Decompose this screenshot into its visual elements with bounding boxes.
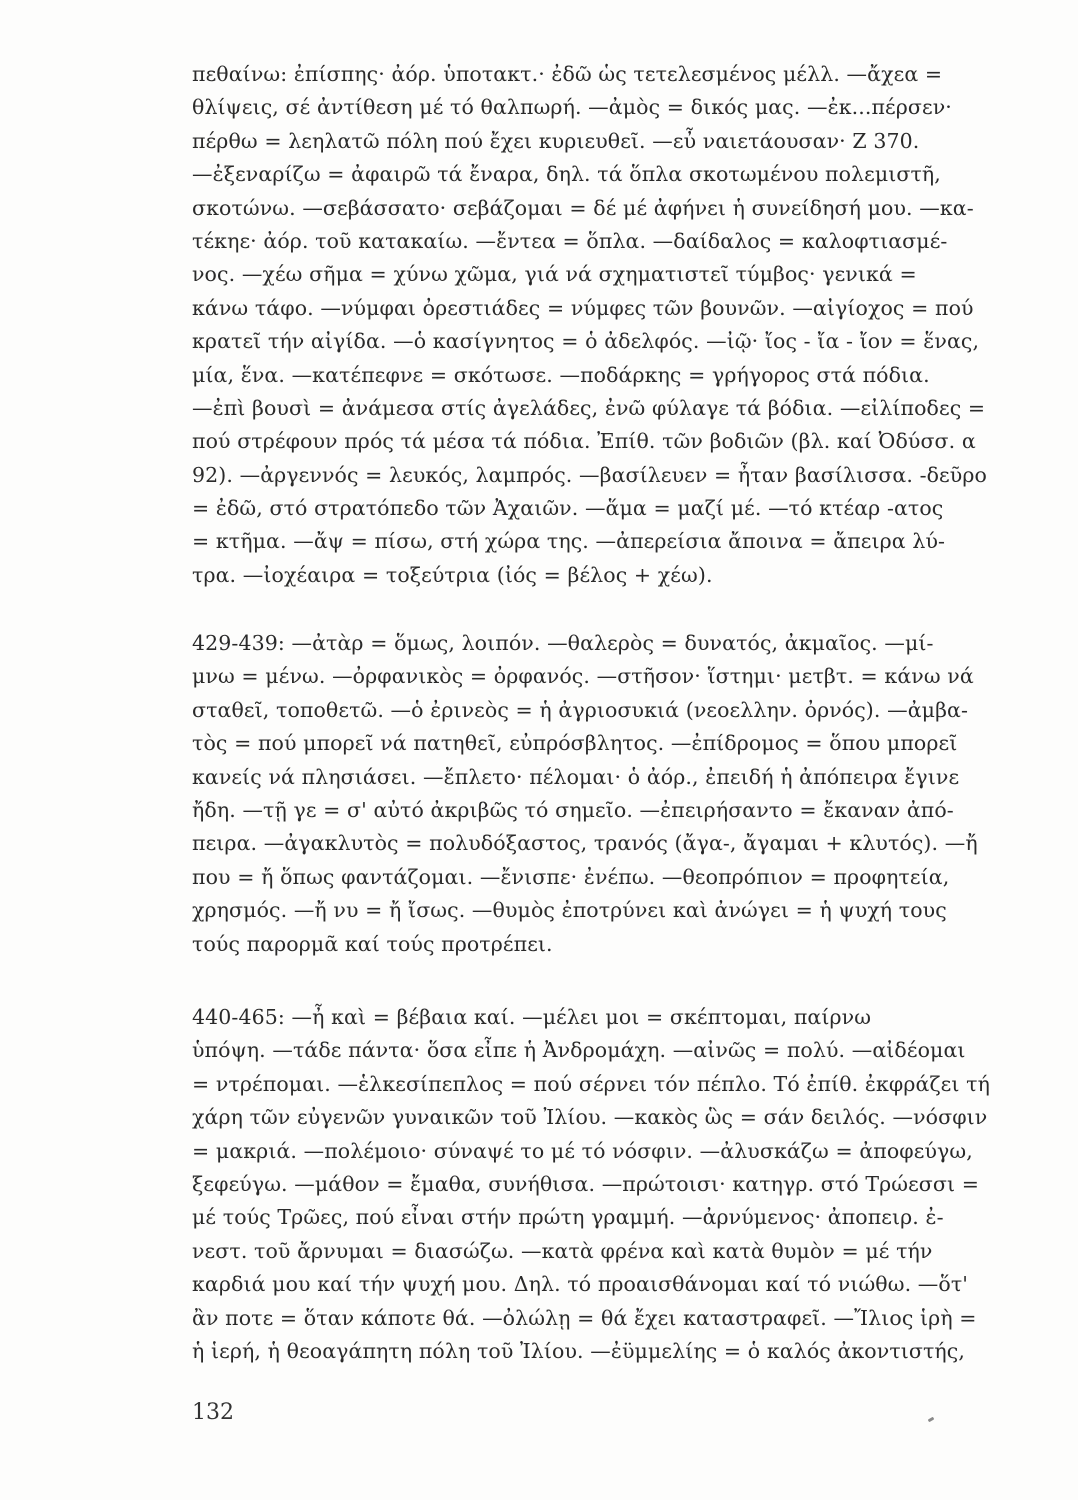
- text-line: χάρη τῶν εὐγενῶν γυναικῶν τοῦ Ἰλίου. —κακὸς ὣς = σάν δειλός. —νόσφιν: [192, 1105, 988, 1130]
- text-line: 440-465: —ἦ καὶ = βέβαια καί. —μέλει μοι = σκέπτομαι, παίρνω: [192, 1005, 872, 1029]
- text-line: χρησμός. —ἤ νυ = ἤ ἴσως. —θυμὸς ἐποτρύνει καὶ ἀνώγει = ἡ ψυχή τους: [192, 898, 947, 923]
- text-line: μνω = μένω. —ὀρφανικὸς = ὀρφανός. —στῆσον· ἵστημι· μετβτ. = κάνω νά: [192, 664, 974, 689]
- text-line: 429-439: —ἀτὰρ = ὅμως, λοιπόν. —θαλερὸς = δυνατός, ἀκμαῖος. —μί-: [192, 631, 934, 655]
- commentary-paragraph-3: [192, 1001, 1052, 1368]
- text-line: ξεφεύγω. —μάθον = ἔμαθα, συνήθισα. —πρώτοισι· κατηγρ. στό Τρώεσσι =: [192, 1171, 980, 1196]
- text-line: κάνω τάφο. —νύμφαι ὀρεστιάδες = νύμφες τῶν βουνῶν. —αἰγίοχος = πού: [192, 295, 974, 320]
- text-line: σκοτώνω. —σεβάσσατο· σεβάζομαι = δέ μέ ἀφήνει ἡ συνείδησή μου. —κα-: [192, 195, 974, 220]
- text-line: πού στρέφουν πρός τά μέσα τά πόδια. Ἐπίθ. τῶν βοδιῶν (βλ. καί Ὀδύσσ. α: [192, 429, 976, 454]
- text-line: τρα. —ἰοχέαιρα = τοξεύτρια (ἰός = βέλος + χέω).: [192, 562, 713, 587]
- scan-speck: [928, 1417, 935, 1423]
- text-line: νεστ. τοῦ ἄρνυμαι = διασώζω. —κατὰ φρένα καὶ κατὰ θυμὸν = μέ τήν: [192, 1238, 933, 1263]
- commentary-paragraph-2: [192, 627, 1052, 961]
- text-line: = μακριά. —πολέμοιο· σύναψέ το μέ τό νόσφιν. —ἀλυσκάζω = ἀποφεύγω,: [192, 1138, 973, 1163]
- text-line: = κτῆμα. —ἄψ = πίσω, στή χώρα της. —ἀπερείσια ἄποινα = ἄπειρα λύ-: [192, 529, 946, 554]
- text-line: ἤδη. —τῇ γε = σ' αὐτό ἀκριβῶς τό σημεῖο. —ἐπειρήσαντο = ἔκαναν ἀπό-: [192, 797, 954, 822]
- text-line: τούς παρορμᾶ καί τούς προτρέπει.: [192, 931, 553, 956]
- text-line: —ἐξεναρίζω = ἀφαιρῶ τά ἔναρα, δηλ. τά ὅπλα σκοτωμένου πολεμιστῆ,: [192, 162, 941, 187]
- text-line: ὑπόψη. —τάδε πάντα· ὅσα εἶπε ἡ Ἀνδρομάχη. —αἰνῶς = πολύ. —αἰδέομαι: [192, 1038, 966, 1063]
- text-line: κανείς νά πλησιάσει. —ἔπλετο· πέλομαι· ὁ ἀόρ., ἐπειδή ἡ ἀπόπειρα ἔγινε: [192, 764, 960, 789]
- text-line: μέ τούς Τρῶες, πού εἶναι στήν πρώτη γραμμή. —ἀρνύμενος· ἀποπειρ. ἐ-: [192, 1205, 944, 1230]
- text-line: τὸς = πού μπορεῖ νά πατηθεῖ, εὐπρόσβλητος. —ἐπίδρομος = ὅπου μπορεῖ: [192, 731, 958, 756]
- text-line: ἡ ἱερή, ἡ θεοαγάπητη πόλη τοῦ Ἰλίου. —ἐϋμμελίης = ὁ καλός ἀκοντιστής,: [192, 1338, 966, 1363]
- text-line: —ἐπὶ βουσὶ = ἀνάμεσα στίς ἀγελάδες, ἐνῶ φύλαγε τά βόδια. —εἰλίποδες =: [192, 395, 986, 420]
- text-line: = ντρέπομαι. —ἑλκεσίπεπλος = πού σέρνει τόν πέπλο. Τό ἐπίθ. ἐκφράζει τή: [192, 1071, 990, 1096]
- text-line: 92). —ἀργεννός = λευκός, λαμπρός. —βασίλευεν = ἦταν βασίλισσα. -δεῦρο: [192, 462, 987, 487]
- text-line: σταθεῖ, τοποθετῶ. —ὁ ἐρινεὸς = ἡ ἀγριοσυκιά (νεοελλην. ὀρνός). —ἀμβα-: [192, 697, 969, 722]
- commentary-paragraph-1: [192, 58, 1052, 592]
- text-line: θλίψεις, σέ ἀντίθεση μέ τό θαλπωρή. —ἀμὸς = δικός μας. —ἐκ...πέρσεν·: [192, 95, 952, 120]
- text-line: καρδιά μου καί τήν ψυχή μου. Δηλ. τό προαισθάνομαι καί τό νιώθω. —ὅτ': [192, 1272, 969, 1297]
- text-line: πεθαίνω: ἐπίσπης· ἀόρ. ὑποτακτ.· ἐδῶ ὡς τετελεσμένος μέλλ. —ἄχεα =: [192, 62, 943, 86]
- text-line: = ἐδῶ, στό στρατόπεδο τῶν Ἀχαιῶν. —ἅμα = μαζί μέ. —τό κτέαρ -ατος: [192, 496, 944, 521]
- text-line: που = ἤ ὅπως φαντάζομαι. —ἔνισπε· ἐνέπω. —θεοπρόπιον = προφητεία,: [192, 864, 950, 889]
- page-number: 132: [192, 1400, 234, 1425]
- text-line: τέκηε· ἀόρ. τοῦ κατακαίω. —ἔντεα = ὅπλα. —δαίδαλος = καλοφτιασμέ-: [192, 228, 948, 253]
- text-line: ἂν ποτε = ὅταν κάποτε θά. —ὀλώλῃ = θά ἔχει καταστραφεῖ. —Ἴλιος ἱρὴ =: [192, 1305, 977, 1330]
- text-line: κρατεῖ τήν αἰγίδα. —ὁ κασίγνητος = ὁ ἀδελφός. —ἰῷ· ἴος - ἴα - ἴον = ἕνας,: [192, 329, 980, 354]
- text-line: νος. —χέω σῆμα = χύνω χῶμα, γιά νά σχηματιστεῖ τύμβος· γενικά =: [192, 262, 917, 287]
- text-line: μία, ἕνα. —κατέπεφνε = σκότωσε. —ποδάρκης = γρήγορος στά πόδια.: [192, 362, 930, 387]
- text-line: πειρα. —ἀγακλυτὸς = πολυδόξαστος, τρανός (ἄγα-, ἄγαμαι + κλυτός). —ἤ: [192, 831, 978, 856]
- text-line: πέρθω = λεηλατῶ πόλη πού ἔχει κυριευθεῖ. —εὖ ναιετάουσαν· Ζ 370.: [192, 128, 920, 153]
